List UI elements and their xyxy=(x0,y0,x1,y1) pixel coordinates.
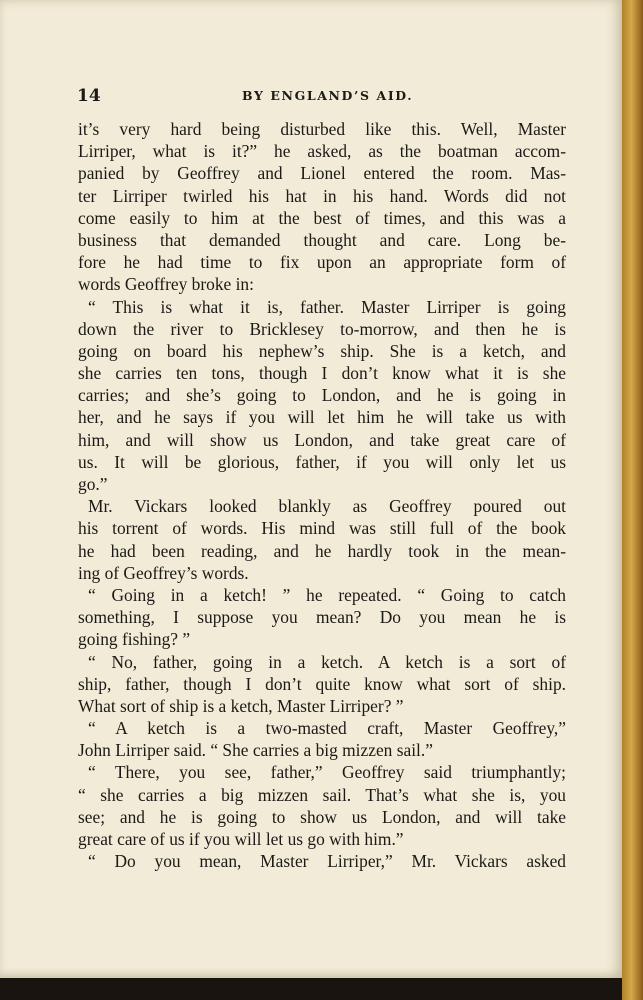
book-spine-edge xyxy=(622,0,643,1000)
running-title: BY ENGLAND’S AID. xyxy=(242,88,414,103)
text-line: us. It will be glorious, father, if you will only let us xyxy=(78,451,566,472)
text-line: her, and he says if you will let him he will take us with xyxy=(78,407,566,428)
text-line: come easily to him at the best of times, and this was a xyxy=(78,207,566,228)
text-line: words Geoffrey broke in: xyxy=(78,274,254,295)
text-line: something, I suppose you mean? Do you mean he is xyxy=(78,607,566,628)
text-line: “ Going in a ketch! ” he repeated. “ Going to catch xyxy=(88,584,566,605)
text-line: him, and will show us London, and take great care of xyxy=(78,429,566,450)
text-line: ing of Geoffrey’s words. xyxy=(78,562,249,583)
text-line: he had been reading, and he hardly took in the mean- xyxy=(78,540,566,561)
text-line: “ Do you mean, Master Lirriper,” Mr. Vickars asked xyxy=(88,851,566,872)
text-line: “ This is what it is, father. Master Lirriper is going xyxy=(88,296,566,317)
text-line: John Lirriper said. “ She carries a big mizzen sail.” xyxy=(78,740,433,761)
text-line: she carries ten tons, though I don’t know what it is she xyxy=(78,363,566,384)
text-line: ter Lirriper twirled his hat in his hand. Words did not xyxy=(78,185,566,206)
text-line: business that demanded thought and care. Long be- xyxy=(78,229,566,250)
text-line: it’s very hard being disturbed like this. Well, Master xyxy=(78,119,566,139)
text-line: carries; and she’s going to London, and he is going in xyxy=(78,385,566,406)
text-line: fore he had time to fix upon an appropriate form of xyxy=(78,252,566,273)
text-line: What sort of ship is a ketch, Master Lirriper? ” xyxy=(78,695,404,716)
body-text xyxy=(78,118,566,872)
text-line: Mr. Vickars looked blankly as Geoffrey poured out xyxy=(88,496,566,517)
text-line: “ There, you see, father,” Geoffrey said triumphantly; xyxy=(88,762,566,783)
text-line: Lirriper, what is it?” he asked, as the boatman accom- xyxy=(78,141,566,162)
text-line: “ she carries a big mizzen sail. That’s what she is, you xyxy=(78,784,566,805)
page-bottom-shadow xyxy=(0,978,622,1000)
text-line: down the river to Bricklesey to-morrow, and then he is xyxy=(78,318,566,339)
page-number: 14 xyxy=(77,86,101,106)
text-line: panied by Geoffrey and Lionel entered the room. Mas- xyxy=(78,163,566,184)
text-line: going on board his nephew’s ship. She is a ketch, and xyxy=(78,340,566,361)
text-line: see; and he is going to show us London, and will take xyxy=(78,806,566,827)
page-header xyxy=(0,86,622,108)
text-line: ship, father, though I don’t quite know what sort of ship. xyxy=(78,673,566,694)
text-line: his torrent of words. His mind was still full of the book xyxy=(78,518,566,539)
text-line: great care of us if you will let us go with him.” xyxy=(78,829,404,849)
text-line: “ A ketch is a two-masted craft, Master Geoffrey,” xyxy=(88,718,566,739)
text-line: go.” xyxy=(78,474,108,494)
text-line: “ No, father, going in a ketch. A ketch is a sort of xyxy=(88,651,566,672)
text-line: going fishing? ” xyxy=(78,629,191,650)
